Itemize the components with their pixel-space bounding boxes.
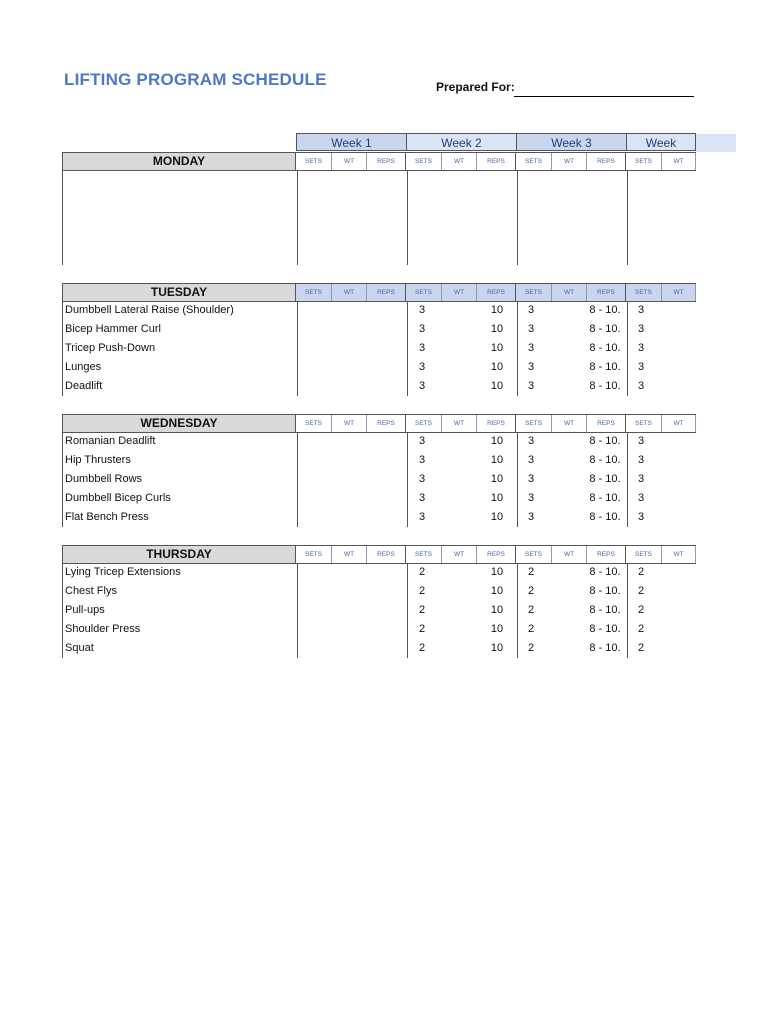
week4-sets: 3 <box>637 304 645 316</box>
col-label-wt: WT <box>552 284 587 301</box>
week2-sets: 2 <box>418 623 426 635</box>
week-header-overflow <box>695 134 736 152</box>
week3-reps: 8 - 10. <box>589 361 621 373</box>
col-label-wt: WT <box>552 546 587 563</box>
exercise-row[interactable] <box>63 564 697 583</box>
week3-sets: 3 <box>527 323 535 335</box>
week3-sets: 3 <box>527 342 535 354</box>
week3-reps: 8 - 10. <box>589 511 621 523</box>
col-label-reps: REPS <box>367 153 406 170</box>
col-label-wt: WT <box>332 153 367 170</box>
day-section-wednesday <box>62 414 696 527</box>
day-header-row <box>62 283 696 302</box>
col-label-wt: WT <box>442 546 477 563</box>
col-label-wt: WT <box>662 415 696 432</box>
day-name: MONDAY <box>63 153 296 170</box>
col-label-wt: WT <box>332 284 367 301</box>
week3-reps: 8 - 10. <box>589 623 621 635</box>
week2-reps: 10 <box>490 511 504 523</box>
week3-sets: 2 <box>527 642 535 654</box>
week3-sets: 3 <box>527 435 535 447</box>
week3-reps: 8 - 10. <box>589 492 621 504</box>
exercise-name: Lying Tricep Extensions <box>65 566 181 578</box>
col-label-sets: SETS <box>406 415 442 432</box>
week-header-4: Week <box>626 133 696 151</box>
prepared-for-label: Prepared For: <box>436 80 515 94</box>
col-label-sets: SETS <box>626 153 662 170</box>
exercise-row[interactable] <box>63 471 697 490</box>
week2-sets: 3 <box>418 454 426 466</box>
exercise-name: Tricep Push-Down <box>65 342 156 354</box>
week2-sets: 2 <box>418 566 426 578</box>
week3-sets: 2 <box>527 566 535 578</box>
column-divider <box>517 171 518 265</box>
col-label-sets: SETS <box>296 415 332 432</box>
week4-sets: 3 <box>637 323 645 335</box>
exercise-row[interactable] <box>63 321 697 340</box>
day-header-row <box>62 152 696 171</box>
week2-sets: 3 <box>418 492 426 504</box>
week-header-1: Week 1 <box>296 133 407 151</box>
column-divider <box>407 171 408 265</box>
week2-sets: 3 <box>418 323 426 335</box>
week4-sets: 3 <box>637 342 645 354</box>
col-label-sets: SETS <box>296 284 332 301</box>
week4-sets: 2 <box>637 604 645 616</box>
week3-reps: 8 - 10. <box>589 585 621 597</box>
week3-reps: 8 - 10. <box>589 473 621 485</box>
week4-sets: 3 <box>637 511 645 523</box>
week4-sets: 3 <box>637 492 645 504</box>
week3-reps: 8 - 10. <box>589 435 621 447</box>
exercise-row[interactable] <box>63 583 697 602</box>
day-section-tuesday <box>62 283 696 396</box>
exercise-name: Lunges <box>65 361 102 373</box>
week3-sets: 2 <box>527 604 535 616</box>
week3-sets: 3 <box>527 380 535 392</box>
exercise-row[interactable] <box>63 621 697 640</box>
col-label-wt: WT <box>442 415 477 432</box>
column-divider <box>297 171 298 265</box>
week2-sets: 3 <box>418 361 426 373</box>
week3-reps: 8 - 10. <box>589 604 621 616</box>
column-divider <box>627 171 628 265</box>
col-label-reps: REPS <box>367 415 406 432</box>
week4-sets: 3 <box>637 454 645 466</box>
week2-sets: 3 <box>418 380 426 392</box>
col-label-reps: REPS <box>587 546 626 563</box>
col-label-reps: REPS <box>477 546 516 563</box>
col-label-sets: SETS <box>406 153 442 170</box>
exercise-row[interactable] <box>63 340 697 359</box>
exercise-row[interactable] <box>63 509 697 528</box>
col-label-reps: REPS <box>367 546 406 563</box>
exercise-row[interactable] <box>63 640 697 659</box>
week2-sets: 3 <box>418 473 426 485</box>
col-label-wt: WT <box>332 415 367 432</box>
exercise-row[interactable] <box>63 433 697 452</box>
col-label-wt: WT <box>442 284 477 301</box>
week2-reps: 10 <box>490 623 504 635</box>
week4-sets: 3 <box>637 473 645 485</box>
col-label-reps: REPS <box>367 284 406 301</box>
col-label-wt: WT <box>662 284 696 301</box>
day-header-row <box>62 545 696 564</box>
col-label-wt: WT <box>552 415 587 432</box>
week3-reps: 8 - 10. <box>589 304 621 316</box>
week2-sets: 3 <box>418 342 426 354</box>
week3-sets: 3 <box>527 454 535 466</box>
col-label-sets: SETS <box>516 153 552 170</box>
week2-reps: 10 <box>490 473 504 485</box>
week3-reps: 8 - 10. <box>589 342 621 354</box>
col-label-sets: SETS <box>626 284 662 301</box>
day-header-row <box>62 414 696 433</box>
week-header-2: Week 2 <box>406 133 517 151</box>
col-label-sets: SETS <box>296 153 332 170</box>
col-label-sets: SETS <box>626 415 662 432</box>
exercise-row[interactable] <box>63 602 697 621</box>
week3-reps: 8 - 10. <box>589 642 621 654</box>
week4-sets: 3 <box>637 380 645 392</box>
week3-sets: 3 <box>527 304 535 316</box>
col-label-wt: WT <box>662 546 696 563</box>
week3-reps: 8 - 10. <box>589 323 621 335</box>
exercise-name: Dumbbell Rows <box>65 473 143 485</box>
day-section-monday <box>62 152 696 265</box>
week2-reps: 10 <box>490 435 504 447</box>
week2-reps: 10 <box>490 380 504 392</box>
col-label-sets: SETS <box>406 546 442 563</box>
col-label-reps: REPS <box>477 415 516 432</box>
col-label-sets: SETS <box>626 546 662 563</box>
week2-reps: 10 <box>490 342 504 354</box>
week-header-3: Week 3 <box>516 133 627 151</box>
week2-sets: 2 <box>418 604 426 616</box>
col-label-reps: REPS <box>587 284 626 301</box>
col-label-reps: REPS <box>477 284 516 301</box>
week2-reps: 10 <box>490 361 504 373</box>
week3-reps: 8 - 10. <box>589 566 621 578</box>
exercise-name: Flat Bench Press <box>65 511 149 523</box>
col-label-reps: REPS <box>587 415 626 432</box>
exercise-name: Hip Thrusters <box>65 454 131 466</box>
week3-reps: 8 - 10. <box>589 454 621 466</box>
exercise-name: Dumbbell Lateral Raise (Shoulder) <box>65 304 234 316</box>
prepared-for-field[interactable] <box>514 96 694 97</box>
week4-sets: 2 <box>637 642 645 654</box>
exercise-name: Pull-ups <box>65 604 105 616</box>
week3-sets: 3 <box>527 511 535 523</box>
exercise-name: Shoulder Press <box>65 623 141 635</box>
exercise-row[interactable] <box>63 378 697 397</box>
col-label-sets: SETS <box>406 284 442 301</box>
col-label-sets: SETS <box>296 546 332 563</box>
exercise-row[interactable] <box>63 452 697 471</box>
page-title: LIFTING PROGRAM SCHEDULE <box>64 70 327 89</box>
day-body <box>62 564 697 658</box>
week2-sets: 3 <box>418 511 426 523</box>
day-body <box>62 171 697 265</box>
day-body <box>62 433 697 527</box>
week2-reps: 10 <box>490 323 504 335</box>
col-label-sets: SETS <box>516 284 552 301</box>
day-body <box>62 302 697 396</box>
exercise-row[interactable] <box>63 359 697 378</box>
day-name: WEDNESDAY <box>63 415 296 432</box>
col-label-reps: REPS <box>587 153 626 170</box>
day-name: TUESDAY <box>63 284 296 301</box>
week3-sets: 3 <box>527 492 535 504</box>
week4-sets: 2 <box>637 585 645 597</box>
week2-reps: 10 <box>490 304 504 316</box>
week4-sets: 2 <box>637 623 645 635</box>
exercise-name: Romanian Deadlift <box>65 435 156 447</box>
exercise-name: Squat <box>65 642 94 654</box>
col-label-sets: SETS <box>516 415 552 432</box>
week2-sets: 3 <box>418 435 426 447</box>
week4-sets: 2 <box>637 566 645 578</box>
week3-reps: 8 - 10. <box>589 380 621 392</box>
exercise-name: Bicep Hammer Curl <box>65 323 161 335</box>
week4-sets: 3 <box>637 435 645 447</box>
week3-sets: 2 <box>527 585 535 597</box>
week3-sets: 2 <box>527 623 535 635</box>
week2-sets: 2 <box>418 585 426 597</box>
exercise-name: Chest Flys <box>65 585 117 597</box>
week2-sets: 3 <box>418 304 426 316</box>
col-label-wt: WT <box>442 153 477 170</box>
col-label-wt: WT <box>552 153 587 170</box>
week2-reps: 10 <box>490 604 504 616</box>
day-section-thursday <box>62 545 696 658</box>
col-label-wt: WT <box>662 153 696 170</box>
week2-sets: 2 <box>418 642 426 654</box>
week2-reps: 10 <box>490 585 504 597</box>
week2-reps: 10 <box>490 566 504 578</box>
exercise-name: Dumbbell Bicep Curls <box>65 492 171 504</box>
exercise-row[interactable] <box>63 302 697 321</box>
exercise-row[interactable] <box>63 490 697 509</box>
week2-reps: 10 <box>490 642 504 654</box>
week3-sets: 3 <box>527 361 535 373</box>
col-label-reps: REPS <box>477 153 516 170</box>
week2-reps: 10 <box>490 492 504 504</box>
day-name: THURSDAY <box>63 546 296 563</box>
col-label-sets: SETS <box>516 546 552 563</box>
col-label-wt: WT <box>332 546 367 563</box>
week4-sets: 3 <box>637 361 645 373</box>
week3-sets: 3 <box>527 473 535 485</box>
week2-reps: 10 <box>490 454 504 466</box>
exercise-name: Deadlift <box>65 380 103 392</box>
